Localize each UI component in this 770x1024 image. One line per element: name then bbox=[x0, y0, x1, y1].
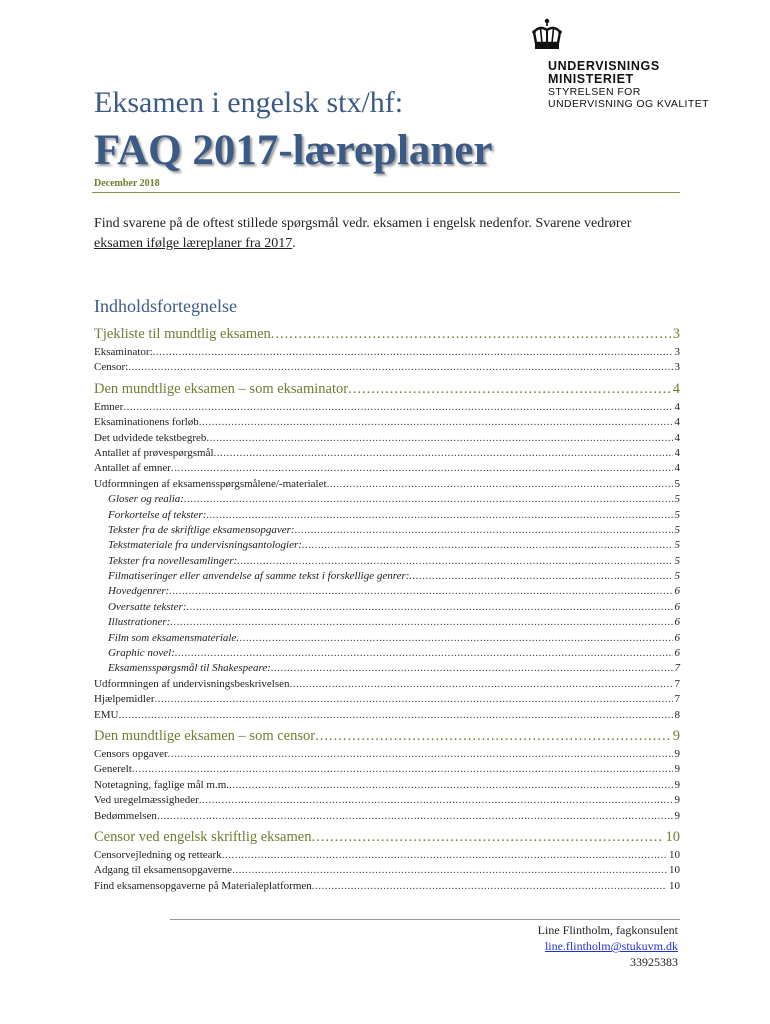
toc-page-number: 9 bbox=[674, 763, 680, 776]
toc-leader-dots bbox=[348, 381, 671, 398]
toc-leader-dots bbox=[236, 632, 672, 644]
toc-entry-title: Udformningen af eksamensspørgsmålene/-materialet bbox=[94, 477, 327, 490]
toc-entry-title: Den mundtlige eksamen – som censor bbox=[94, 727, 316, 744]
toc-entry-title: Censor ved engelsk skriftlig eksamen bbox=[94, 828, 312, 845]
toc-entry[interactable] bbox=[94, 555, 680, 570]
toc-leader-dots bbox=[271, 662, 673, 674]
toc-entry[interactable] bbox=[94, 748, 680, 763]
toc-entry[interactable] bbox=[94, 693, 680, 708]
toc-leader-dots bbox=[409, 570, 672, 582]
toc-entry[interactable] bbox=[94, 864, 680, 879]
toc-entry[interactable] bbox=[94, 601, 680, 616]
toc-entry-title: Notetagning, faglige mål m.m. bbox=[94, 778, 230, 791]
toc-entry-title: Ved uregelmæssigheder bbox=[94, 794, 199, 807]
toc-entry-title: Bedømmelsen bbox=[94, 809, 157, 822]
toc-leader-dots bbox=[222, 849, 667, 861]
toc-entry[interactable] bbox=[94, 539, 680, 554]
toc-page-number: 3 bbox=[674, 346, 680, 358]
toc-page-number: 3 bbox=[674, 361, 680, 374]
toc-entry-title: Graphic novel: bbox=[108, 647, 175, 660]
toc-section-entry[interactable] bbox=[94, 381, 680, 401]
toc-entry[interactable] bbox=[94, 709, 680, 724]
toc-page-number: 4 bbox=[674, 400, 680, 413]
header-divider bbox=[92, 192, 680, 193]
document-subtitle: FAQ 2017-læreplaner bbox=[94, 127, 493, 174]
toc-entry-title: Det udvidede tekstbegreb bbox=[94, 431, 207, 444]
toc-leader-dots bbox=[327, 478, 673, 490]
toc-leader-dots bbox=[153, 346, 673, 358]
toc-leader-dots bbox=[315, 728, 671, 745]
toc-entry[interactable] bbox=[94, 647, 680, 662]
toc-page-number: 7 bbox=[674, 677, 680, 690]
toc-entry[interactable] bbox=[94, 478, 680, 493]
toc-page-number: 6 bbox=[674, 600, 680, 613]
contact-name: Line Flintholm, fagkonsulent bbox=[537, 923, 678, 937]
toc-entry-title: Den mundtlige eksamen – som eksaminator bbox=[94, 380, 349, 397]
toc-entry-title: Film som eksamensmateriale bbox=[108, 631, 237, 644]
logo-text bbox=[548, 60, 738, 110]
toc-page-number: 5 bbox=[674, 477, 680, 490]
toc-entry[interactable] bbox=[94, 849, 680, 864]
toc-entry[interactable] bbox=[94, 447, 680, 462]
toc-entry[interactable] bbox=[94, 493, 680, 508]
intro-text: Find svarene på de oftest stillede spørgsmål vedr. eksamen i engelsk nedenfor. Svarene vedrører bbox=[94, 216, 632, 231]
toc-page-number: 8 bbox=[674, 708, 680, 721]
toc-leader-dots bbox=[290, 678, 673, 690]
toc-page-number: 5 bbox=[674, 539, 680, 552]
toc-leader-dots bbox=[295, 524, 673, 536]
toc-entry[interactable] bbox=[94, 346, 680, 361]
toc-entry[interactable] bbox=[94, 794, 680, 809]
toc-entry-title: Antallet af prøvespørgsmål bbox=[94, 446, 214, 459]
toc-entry[interactable] bbox=[94, 880, 680, 895]
contact-block bbox=[538, 922, 678, 970]
toc-heading: Indholdsfortegnelse bbox=[94, 296, 237, 316]
toc-leader-dots bbox=[132, 763, 673, 775]
logo-line-1: UNDERVISNINGS bbox=[548, 59, 660, 73]
toc-entry-title: Filmatiseringer eller anvendelse af samme tekst i forskellige genrer: bbox=[108, 570, 410, 583]
toc-entry-title: Oversatte tekster: bbox=[108, 600, 187, 613]
toc-leader-dots bbox=[171, 462, 673, 474]
toc-entry-title: Eksamensspørgsmål til Shakespeare: bbox=[108, 662, 271, 675]
toc-page-number: 6 bbox=[674, 585, 680, 598]
toc-leader-dots bbox=[118, 709, 672, 721]
toc-entry[interactable] bbox=[94, 361, 680, 376]
toc-leader-dots bbox=[214, 447, 673, 459]
logo-line-2: MINISTERIET bbox=[548, 72, 634, 86]
toc-entry-title: Tekstmateriale fra undervisningsantologier: bbox=[108, 539, 302, 552]
toc-page-number: 5 bbox=[674, 554, 680, 567]
logo-line-3: STYRELSEN FOR bbox=[548, 86, 641, 98]
toc-entry-title: Tekster fra novellesamlinger: bbox=[108, 554, 238, 567]
contact-phone: 33925383 bbox=[630, 955, 678, 969]
toc-leader-dots bbox=[237, 555, 672, 567]
toc-entry[interactable] bbox=[94, 432, 680, 447]
toc-leader-dots bbox=[199, 794, 673, 806]
toc-page-number: 5 bbox=[674, 493, 680, 506]
toc-entry-title: Hovedgenrer: bbox=[108, 585, 170, 598]
toc-entry-title: Tjekliste til mundtlig eksamen bbox=[94, 326, 271, 342]
toc-leader-dots bbox=[206, 432, 672, 444]
toc-entry[interactable] bbox=[94, 401, 680, 416]
toc-entry[interactable] bbox=[94, 763, 680, 778]
toc-page-number: 9 bbox=[674, 809, 680, 822]
toc-entry-title: Generelt bbox=[94, 763, 132, 776]
toc-page-number: 6 bbox=[674, 647, 680, 660]
toc-entry[interactable] bbox=[94, 509, 680, 524]
toc-page-number: 4 bbox=[674, 446, 680, 459]
toc-entry[interactable] bbox=[94, 632, 680, 647]
document-date: December 2018 bbox=[94, 178, 160, 189]
toc-entry-title: Gloser og realia: bbox=[108, 493, 184, 506]
toc-entry-title: Antallet af emner bbox=[94, 462, 171, 475]
toc-leader-dots bbox=[302, 539, 673, 551]
intro-end: . bbox=[292, 236, 296, 251]
toc-page-number: 9 bbox=[672, 727, 680, 744]
toc-section-entry[interactable] bbox=[94, 829, 680, 849]
toc-leader-dots bbox=[123, 401, 672, 413]
toc-page-number: 7 bbox=[674, 662, 680, 675]
toc-entry[interactable] bbox=[94, 779, 680, 794]
toc-page-number: 9 bbox=[674, 778, 680, 791]
toc-leader-dots bbox=[229, 779, 672, 791]
toc-page-number: 5 bbox=[674, 508, 680, 521]
toc-entry-title: Udformningen af undervisningsbeskrivelsen bbox=[94, 677, 290, 690]
toc-page-number: 6 bbox=[674, 616, 680, 629]
document-title: Eksamen i engelsk stx/hf: bbox=[94, 86, 404, 119]
toc-page-number: 10 bbox=[665, 828, 680, 845]
toc-page-number: 9 bbox=[674, 794, 680, 807]
toc-section-entry[interactable] bbox=[94, 326, 680, 346]
toc-page-number: 4 bbox=[672, 380, 680, 397]
toc-page-number: 10 bbox=[669, 848, 680, 861]
toc-entry-title: Emner bbox=[94, 400, 124, 413]
toc-entry-title: Illustrationer: bbox=[108, 616, 171, 629]
toc-entry-title: Eksaminator: bbox=[94, 346, 153, 358]
toc-leader-dots bbox=[311, 829, 663, 846]
toc-section-entry[interactable] bbox=[94, 728, 680, 748]
intro-paragraph bbox=[94, 214, 684, 254]
toc-page-number: 10 bbox=[669, 864, 680, 877]
toc-entry[interactable] bbox=[94, 524, 680, 539]
toc-page-number: 4 bbox=[674, 462, 680, 475]
toc-page-number: 4 bbox=[674, 416, 680, 429]
toc-leader-dots bbox=[170, 616, 672, 628]
toc-entry-title: Find eksamensopgaverne på Materialeplatformen bbox=[94, 879, 312, 892]
toc-entry-title: Tekster fra de skriftlige eksamensopgaver: bbox=[108, 523, 295, 536]
toc-leader-dots bbox=[175, 647, 673, 659]
toc-leader-dots bbox=[155, 693, 673, 705]
toc-leader-dots bbox=[187, 601, 673, 613]
toc-entry[interactable] bbox=[94, 416, 680, 431]
toc-entry-title: Adgang til eksamensopgaverne bbox=[94, 864, 233, 877]
crown-icon bbox=[530, 18, 564, 52]
logo-line-4: UNDERVISNING OG KVALITET bbox=[548, 98, 709, 110]
intro-link[interactable]: eksamen ifølge læreplaner fra 2017 bbox=[94, 236, 293, 251]
toc-entry[interactable] bbox=[94, 570, 680, 585]
toc-entry-title: Censors opgaver bbox=[94, 747, 168, 760]
toc-leader-dots bbox=[169, 585, 672, 597]
toc-leader-dots bbox=[232, 864, 667, 876]
toc-leader-dots bbox=[312, 880, 667, 892]
footer-divider bbox=[170, 919, 680, 920]
toc-page-number: 5 bbox=[674, 570, 680, 583]
toc-entry[interactable] bbox=[94, 616, 680, 631]
toc-page-number: 9 bbox=[674, 747, 680, 760]
toc-page-number: 5 bbox=[674, 523, 680, 536]
toc-page-number: 3 bbox=[672, 326, 680, 342]
toc-entry-title: Forkortelse af tekster: bbox=[108, 508, 207, 521]
toc-entry[interactable] bbox=[94, 662, 680, 677]
toc-entry-title: Eksaminationens forløb bbox=[94, 416, 199, 429]
toc-entry-title: Hjælpemidler bbox=[94, 693, 155, 706]
toc-leader-dots bbox=[184, 493, 673, 505]
toc-leader-dots bbox=[271, 326, 671, 343]
toc-entry[interactable] bbox=[94, 462, 680, 477]
table-of-contents bbox=[94, 326, 680, 895]
toc-entry[interactable] bbox=[94, 678, 680, 693]
contact-email-link[interactable]: line.flintholm@stukuvm.dk bbox=[544, 939, 678, 953]
toc-leader-dots bbox=[168, 748, 673, 760]
toc-leader-dots bbox=[157, 810, 673, 822]
toc-entry-title: Censorvejledning og retteark bbox=[94, 848, 222, 861]
toc-page-number: 10 bbox=[669, 879, 680, 892]
toc-entry-title: Censor: bbox=[94, 361, 129, 374]
toc-leader-dots bbox=[206, 509, 672, 521]
toc-page-number: 6 bbox=[674, 631, 680, 644]
toc-entry[interactable] bbox=[94, 585, 680, 600]
toc-page-number: 7 bbox=[674, 693, 680, 706]
toc-leader-dots bbox=[199, 416, 673, 428]
toc-page-number: 4 bbox=[674, 431, 680, 444]
toc-entry[interactable] bbox=[94, 810, 680, 825]
toc-leader-dots bbox=[128, 361, 672, 373]
toc-entry-title: EMU bbox=[94, 708, 119, 721]
